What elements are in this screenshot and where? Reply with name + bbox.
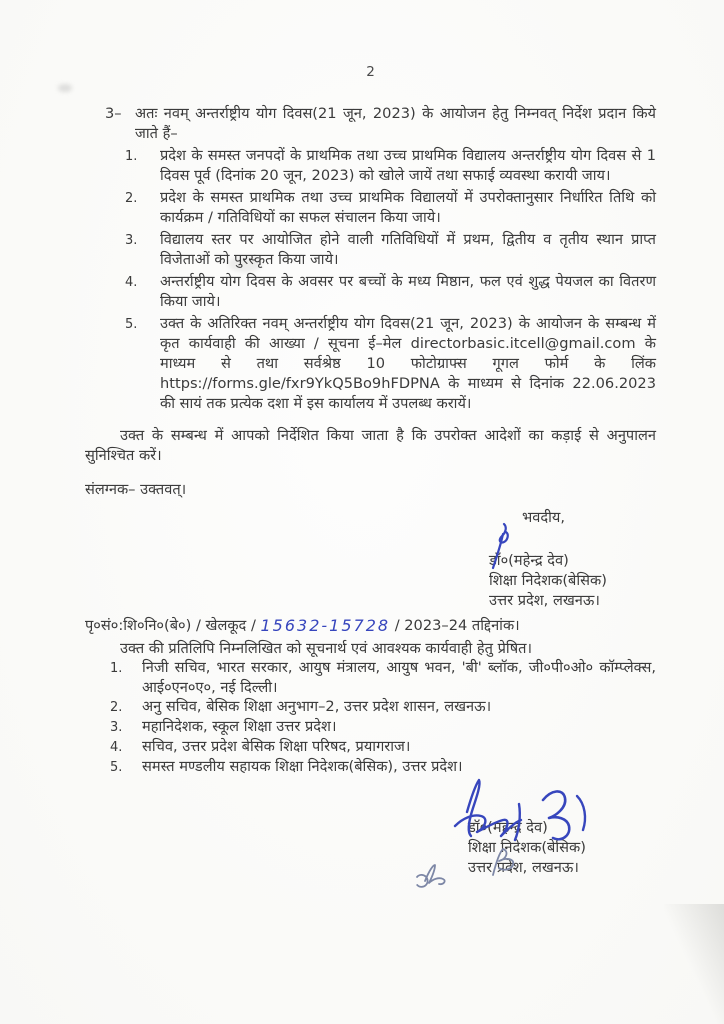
signature-block-1 xyxy=(85,508,656,611)
signatory-name: डॉ०(महेन्द्र देव) xyxy=(468,819,548,836)
copy-item-text: अनु सचिव, बेसिक शिक्षा अनुभाग–2, उत्तर प्रदेश शासन, लखनऊ। xyxy=(142,698,492,715)
compliance-paragraph: उक्त के सम्बन्ध में आपको निर्देशित किया जाता है कि उपरोक्त आदेशों का कड़ाई से अनुपालन सुनिश्चित करें। xyxy=(85,427,656,464)
intro-paragraph-number: 3– xyxy=(105,105,122,122)
copy-item-number: 5. xyxy=(110,760,123,775)
scan-artifact xyxy=(58,84,72,92)
intro-paragraph xyxy=(105,104,656,144)
initials-mark-icon xyxy=(407,857,457,891)
directive-number: 2. xyxy=(125,191,138,206)
signature-stroke-icon xyxy=(480,520,526,572)
directive-item-4 xyxy=(125,272,656,312)
directive-item-1 xyxy=(125,146,656,186)
signatory-place: उत्तर प्रदेश, लखनऊ। xyxy=(468,859,579,876)
copy-item-text: निजी सचिव, भारत सरकार, आयुष मंत्रालय, आयुष भवन, 'बी' ब्लॉक, जी०पी०ओ० कॉम्प्लेक्स, आई०एन०ए०, नई दिल्ली। xyxy=(142,659,656,696)
directive-item-3 xyxy=(125,230,656,270)
page-number: 2 xyxy=(366,64,375,80)
directive-item-2 xyxy=(125,188,656,228)
intro-paragraph-text: अतः नवम् अन्तर्राष्ट्रीय योग दिवस(21 जून, 2023) के आयोजन हेतु निम्नवत् निर्देश प्रदान किये जाते हैं– xyxy=(135,105,656,142)
copy-list-item-2 xyxy=(110,697,656,718)
copy-item-number: 2. xyxy=(110,700,123,715)
directive-number: 3. xyxy=(125,233,138,248)
directive-number: 4. xyxy=(125,275,138,290)
copy-item-text: समस्त मण्डलीय सहायक शिक्षा निदेशक(बेसिक), उत्तर प्रदेश। xyxy=(142,758,463,775)
directive-text: अन्तर्राष्ट्रीय योग दिवस के अवसर पर बच्चों के मध्य मिष्ठान, फल एवं शुद्ध पेयजल का वितरण किया जाये। xyxy=(160,273,656,310)
copy-item-text: सचिव, उत्तर प्रदेश बेसिक शिक्षा परिषद, प्रयागराज। xyxy=(142,738,411,755)
reference-line xyxy=(85,615,656,636)
salutation: भवदीय, xyxy=(522,509,566,526)
handwritten-initials-area xyxy=(85,843,656,903)
signatory-designation: शिक्षा निदेशक(बेसिक) xyxy=(468,839,586,856)
reference-prefix: पृ०सं०:शि०नि०(बे०) / खेलकूद / xyxy=(85,617,261,634)
signatory-name: डॉ०(महेन्द्र देव) xyxy=(489,552,569,569)
signatory-designation: शिक्षा निदेशक(बेसिक) xyxy=(489,572,607,589)
directive-text: प्रदेश के समस्त जनपदों के प्राथमिक तथा उच्च प्राथमिक विद्यालय अन्तर्राष्ट्रीय योग दिवस से 1 दिवस पूर्व (दिनांक 20 जून, 2023) को खोले जायें तथा सफाई व्यवस्था करायी जाय। xyxy=(160,147,656,184)
handwritten-dispatch-number: 15632-15728 xyxy=(260,616,391,635)
directive-item-5 xyxy=(125,314,656,414)
copy-item-number: 1. xyxy=(110,661,123,676)
copy-item-text: महानिदेशक, स्कूल शिक्षा उत्तर प्रदेश। xyxy=(142,718,337,735)
letter-body xyxy=(85,62,656,878)
enclosure-line: संलग्नक– उक्तवत्। xyxy=(85,481,187,498)
initials-mark-icon xyxy=(483,845,523,881)
copy-item-number: 4. xyxy=(110,740,123,755)
copy-list-item-1 xyxy=(110,658,656,698)
directive-number: 5. xyxy=(125,317,138,332)
directive-text: विद्यालय स्तर पर आयोजित होने वाली गतिविधियों में प्रथम, द्वितीय व तृतीय स्थान प्राप्त विजेताओं को पुरस्कृत किया जाये। xyxy=(160,231,656,268)
directive-number: 1. xyxy=(125,149,138,164)
copy-list-item-3 xyxy=(110,717,656,738)
copy-distribution-paragraph: उक्त की प्रतिलिपि निम्नलिखित को सूचनार्थ एवं आवश्यक कार्यवाही हेतु प्रेषित। xyxy=(120,640,532,657)
directive-text: उक्त के अतिरिक्त नवम् अन्तर्राष्ट्रीय योग दिवस(21 जून, 2023) के आयोजन के सम्बन्ध में कृत कार्यवाही की आख्या / सूचना ई–मेल directorbasic.itcell@gmail.com के माध्यम से तथा सर्वश्रेष्ठ 10 फोटोग्राफ्स गूगल फोर्म के लिंक https://forms.gle/fxr9YkQ5Bo9hFDPNA के माध्यम से दिनांक 22.06.2023 की सायं तक प्रत्येक दशा में इस कार्यालय में उपलब्ध करायें। xyxy=(160,315,656,412)
copy-item-number: 3. xyxy=(110,720,123,735)
reference-suffix: / 2023–24 तद्दिनांक। xyxy=(390,617,520,634)
copy-list-item-4 xyxy=(110,737,656,758)
signatory-place: उत्तर प्रदेश, लखनऊ। xyxy=(489,592,600,609)
directive-text: प्रदेश के समस्त प्राथमिक तथा उच्च प्राथमिक विद्यालयों में उपरोक्तानुसार निर्धारित तिथि को कार्यक्रम / गतिविधियों का सफल संचालन किया जाये। xyxy=(160,189,656,226)
